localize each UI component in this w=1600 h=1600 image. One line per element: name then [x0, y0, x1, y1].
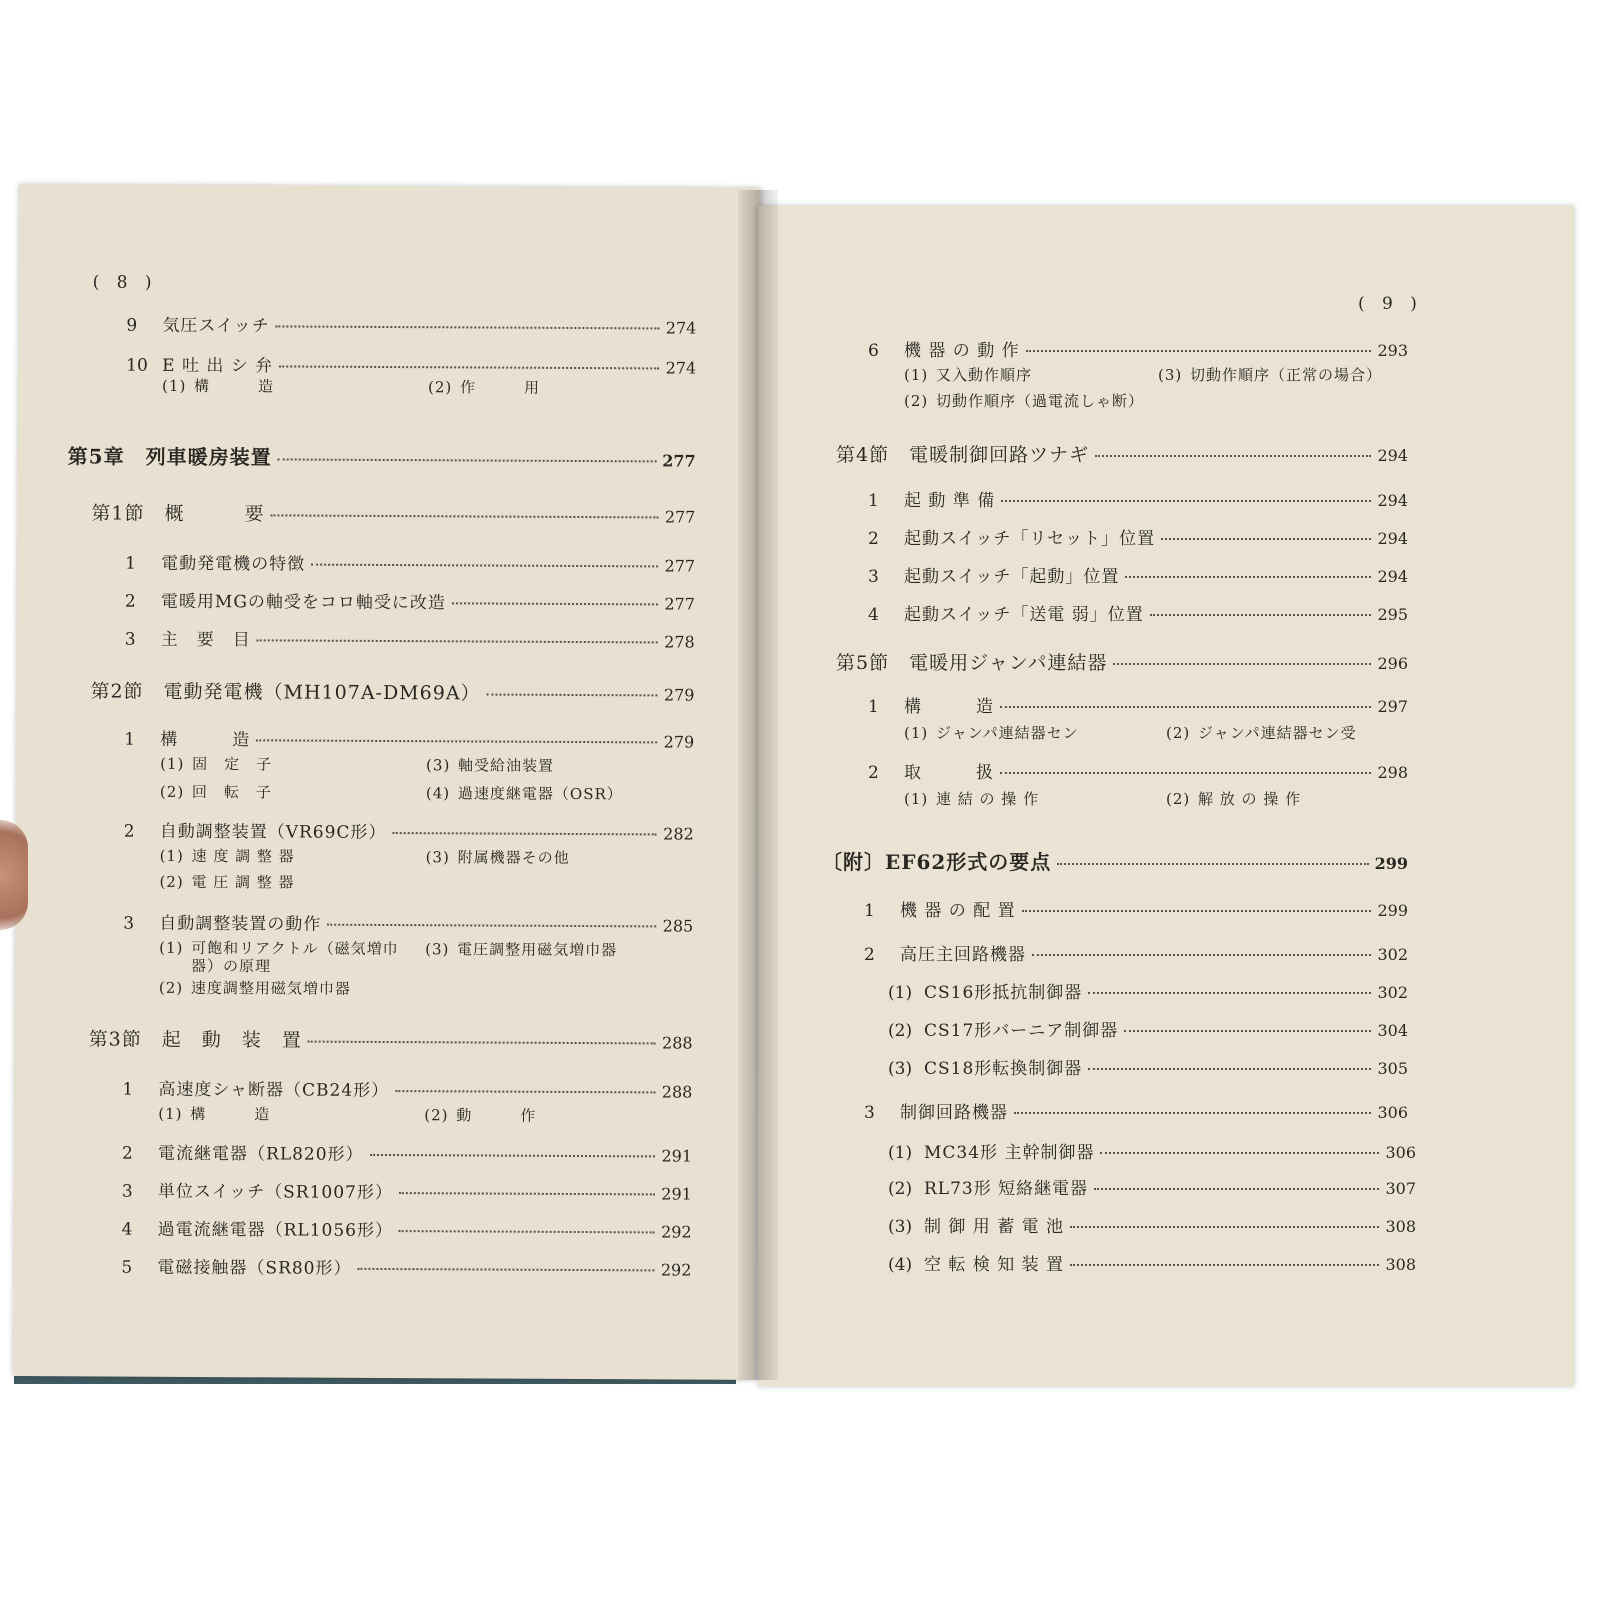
- sub-item: [1166, 722, 1357, 743]
- sub-mark: (2): [159, 872, 184, 891]
- leader-dots: [399, 1192, 655, 1195]
- sub-mark: (2): [1166, 724, 1191, 742]
- leader-dots: [278, 458, 657, 462]
- entry-page: 274: [665, 318, 697, 338]
- entry-page: 295: [1377, 605, 1408, 624]
- sub-text: 解 放 の 操 作: [1198, 790, 1302, 808]
- entry-page: 294: [1377, 529, 1408, 548]
- left-page: [13, 184, 761, 1380]
- entry-title: 制 御 用 蓄 電 池: [924, 1217, 1065, 1237]
- toc-entry: [868, 486, 1408, 511]
- toc-entry: [125, 587, 695, 615]
- finger-shadow: [0, 820, 28, 930]
- toc-entry: [888, 1138, 1416, 1163]
- leader-dots: [392, 832, 657, 835]
- entry-number: 1: [868, 491, 879, 511]
- entry-number: 3: [123, 913, 135, 934]
- entry-number: (1): [888, 1143, 913, 1163]
- entry-page: 294: [1377, 567, 1408, 586]
- toc-entry: [868, 600, 1408, 625]
- toc-entry: [888, 1016, 1408, 1041]
- page-number: ( 9 ): [1358, 294, 1423, 314]
- sub-text: 軸受給油装置: [458, 756, 555, 775]
- leader-dots: [1150, 614, 1372, 616]
- toc-entry: [121, 1253, 691, 1281]
- entry-page: 277: [662, 451, 696, 471]
- sub-mark: (4): [425, 784, 451, 803]
- entry-number: 2: [868, 529, 879, 549]
- entry-title: 起 動 準 備: [904, 491, 996, 511]
- entry-title: 電暖用MGの軸受をコロ軸受に改造: [160, 591, 446, 614]
- leader-dots: [1022, 910, 1372, 912]
- sub-item: [904, 364, 1032, 385]
- sub-text: ジャンパ連結器セン: [936, 724, 1079, 742]
- entry-title: 電磁接触器（SR80形）: [157, 1257, 352, 1279]
- section-heading: [836, 440, 1408, 467]
- leader-dots: [1113, 663, 1371, 665]
- leader-dots: [358, 1268, 655, 1272]
- leader-dots: [1100, 1152, 1379, 1154]
- entry-page: 302: [1377, 983, 1408, 1002]
- entry-title: 気圧スイッチ: [162, 315, 270, 337]
- entry-number: (3): [888, 1217, 913, 1237]
- entry-number: 6: [868, 341, 879, 361]
- sub-mark: (3): [425, 940, 450, 959]
- toc-entry: [868, 692, 1408, 717]
- entry-title: CS16形抵抗制御器: [924, 983, 1083, 1003]
- sub-text: 切動作順序（過電流しゃ断）: [936, 392, 1145, 410]
- sub-mark: (1): [159, 846, 184, 865]
- sub-mark: (1): [158, 1104, 183, 1123]
- leader-dots: [1088, 992, 1371, 994]
- sub-text: 回 転 子: [191, 782, 273, 802]
- leader-dots: [1014, 1112, 1371, 1114]
- sub-mark: (2): [159, 782, 185, 801]
- entry-page: 292: [660, 1260, 692, 1280]
- entry-number: 3: [121, 1181, 133, 1202]
- toc-entry: [122, 1075, 692, 1103]
- section-heading: [91, 498, 695, 528]
- sub-mark: (2): [158, 978, 184, 997]
- sub-text: 過速度継電器（OSR）: [457, 784, 623, 804]
- sub-text: 構 造: [194, 376, 275, 396]
- sub-text: 構 造: [190, 1104, 271, 1124]
- entry-number: 1: [864, 901, 875, 921]
- toc-entry: [864, 896, 1408, 921]
- toc-entry: [868, 336, 1408, 361]
- entry-page: 291: [661, 1184, 692, 1204]
- sub-mark: (3): [1158, 366, 1183, 384]
- entry-page: 293: [1377, 341, 1408, 360]
- sub-item: [159, 871, 294, 893]
- entry-title: 取 扱: [904, 763, 994, 783]
- leader-dots: [1000, 772, 1371, 774]
- entry-title: 構 造: [160, 729, 251, 751]
- appendix-heading: [822, 846, 1408, 875]
- entry-page: 299: [1374, 854, 1408, 873]
- sub-text: 電圧調整用磁気増巾器: [457, 940, 618, 960]
- toc-entry: [868, 524, 1408, 549]
- sub-mark: (3): [426, 756, 451, 775]
- entry-page: 282: [663, 824, 694, 844]
- toc-entry: [124, 817, 694, 845]
- entry-page: 304: [1377, 1021, 1408, 1040]
- toc-entry: [888, 1054, 1408, 1079]
- section-heading: [90, 676, 694, 706]
- sub-text: 固 定 子: [192, 754, 273, 774]
- entry-number: (2): [888, 1021, 913, 1041]
- entry-number: 4: [868, 605, 879, 625]
- sub-text: ジャンパ連結器セン受: [1198, 724, 1357, 742]
- entry-page: 277: [664, 507, 696, 527]
- sub-mark: (3): [425, 848, 450, 867]
- sub-mark: (2): [904, 392, 929, 410]
- entry-page: 278: [664, 632, 695, 652]
- entry-number: (1): [888, 983, 913, 1003]
- entry-title: 第2節 電動発電機（MH107A-DM69A）: [90, 680, 481, 705]
- entry-number: 3: [124, 629, 136, 650]
- entry-page: 291: [661, 1146, 693, 1166]
- book-gutter: [738, 190, 778, 1380]
- entry-title: RL73形 短絡継電器: [924, 1179, 1089, 1199]
- leader-dots: [308, 1041, 656, 1045]
- entry-title: 自動調整装置（VR69C形）: [159, 821, 387, 843]
- leader-dots: [327, 924, 656, 928]
- entry-title: 単位スイッチ（SR1007形）: [157, 1181, 393, 1204]
- entry-title: 機 器 の 動 作: [904, 341, 1020, 361]
- entry-page: 277: [664, 556, 696, 576]
- toc-entry: [888, 1212, 1416, 1237]
- sub-item: [160, 781, 272, 803]
- sub-item: [904, 390, 1144, 411]
- sub-item: [162, 375, 274, 397]
- entry-number: 2: [864, 945, 875, 965]
- leader-dots: [279, 365, 659, 369]
- entry-page: 294: [1377, 446, 1408, 465]
- sub-item: [904, 722, 1079, 743]
- toc-entry: [868, 758, 1408, 783]
- entry-page: 302: [1377, 945, 1408, 964]
- right-page: [758, 206, 1574, 1386]
- entry-page: 274: [665, 358, 697, 378]
- entry-title: 主 要 目: [160, 629, 251, 651]
- sub-item: [426, 754, 554, 776]
- toc-entry: [122, 1177, 692, 1205]
- entry-title: 第3節 起 動 装 置: [88, 1028, 302, 1052]
- sub-text: 速 度 調 整 器: [191, 846, 295, 866]
- toc-entry: [122, 1139, 692, 1167]
- sub-text: 作 用: [460, 378, 541, 397]
- entry-page: 294: [1377, 491, 1408, 510]
- entry-title: CS17形バーニア制御器: [924, 1021, 1119, 1041]
- entry-number: 1: [124, 729, 136, 750]
- entry-number: (2): [888, 1179, 913, 1199]
- leader-dots: [399, 1230, 655, 1233]
- entry-title: 電流継電器（RL820形）: [157, 1143, 364, 1165]
- leader-dots: [1094, 1188, 1379, 1190]
- sub-item: [904, 788, 1039, 809]
- entry-title: 起動スイッチ「送電 弱」位置: [904, 605, 1144, 625]
- entry-page: 305: [1377, 1059, 1408, 1078]
- entry-number: 1: [122, 1079, 134, 1100]
- toc-entry: [888, 1174, 1416, 1199]
- entry-page: 288: [661, 1082, 693, 1102]
- sub-text: 又入動作順序: [936, 366, 1033, 384]
- sub-text: 附属機器その他: [457, 848, 570, 867]
- entry-number: 2: [121, 1143, 133, 1164]
- entry-title: CS18形転換制御器: [924, 1059, 1083, 1079]
- page-number: ( 8 ): [92, 272, 158, 293]
- entry-page: 297: [1377, 697, 1408, 716]
- entry-page: 306: [1385, 1143, 1416, 1162]
- sub-mark: (1): [904, 724, 929, 742]
- entry-page: 308: [1385, 1217, 1416, 1236]
- leader-dots: [1032, 954, 1371, 956]
- sub-text: 可飽和リアクトル（磁気増巾: [191, 938, 399, 959]
- entry-number: 1: [125, 553, 137, 574]
- entry-title: 過電流継電器（RL1056形）: [157, 1219, 394, 1242]
- entry-title: 構 造: [904, 697, 994, 717]
- sub-item: [424, 1104, 536, 1126]
- leader-dots: [1057, 863, 1368, 865]
- sub-item: [425, 938, 617, 960]
- entry-title: 自動調整装置の動作: [159, 913, 322, 935]
- entry-page: 306: [1377, 1103, 1408, 1122]
- entry-page: 277: [664, 594, 695, 614]
- sub-item: [426, 782, 623, 804]
- leader-dots: [370, 1154, 656, 1157]
- toc-entry: [126, 311, 696, 339]
- leader-dots: [1026, 350, 1372, 352]
- entry-number: 9: [126, 315, 138, 336]
- entry-title: 起動スイッチ「リセット」位置: [904, 529, 1156, 549]
- entry-title: 高速度シャ断器（CB24形）: [158, 1079, 390, 1102]
- leader-dots: [1095, 455, 1371, 457]
- toc-entry: [124, 725, 694, 753]
- entry-number: 3: [868, 567, 879, 587]
- sub-item: [428, 376, 540, 398]
- entry-page: 298: [1377, 763, 1408, 782]
- entry-title: E 吐 出 シ 弁: [162, 355, 274, 377]
- leader-dots: [1124, 1030, 1371, 1032]
- leader-dots: [1125, 576, 1371, 578]
- sub-text: 電 圧 調 整 器: [191, 872, 295, 892]
- sub-text: 連 結 の 操 作: [936, 790, 1040, 808]
- sub-mark: (1): [904, 366, 929, 384]
- leader-dots: [1161, 538, 1371, 540]
- sub-text: 速度調整用磁気増巾器: [190, 978, 351, 998]
- sub-item: [160, 753, 272, 775]
- entry-title: 第1節 概 要: [91, 502, 265, 526]
- sub-text: 動 作: [456, 1106, 537, 1125]
- sub-mark: (2): [1166, 790, 1191, 808]
- entry-page: 296: [1377, 654, 1408, 673]
- entry-page: 279: [663, 685, 695, 705]
- entry-number: 2: [124, 591, 136, 612]
- sub-mark: (1): [159, 938, 184, 957]
- toc-entry: [864, 940, 1408, 965]
- leader-dots: [311, 564, 658, 568]
- entry-number: (4): [888, 1255, 913, 1275]
- sub-item: [159, 977, 351, 999]
- toc-entry: [122, 1215, 692, 1243]
- sub-mark: (2): [428, 378, 453, 397]
- entry-title: MC34形 主幹制御器: [924, 1143, 1095, 1163]
- entry-number: 3: [864, 1103, 875, 1123]
- sub-mark: (1): [160, 754, 185, 773]
- leader-dots: [452, 602, 658, 605]
- leader-dots: [1001, 500, 1371, 502]
- entry-number: 1: [868, 697, 879, 717]
- toc-entry: [868, 562, 1408, 587]
- sub-item: [426, 846, 570, 868]
- entry-title: 〔附〕EF62形式の要点: [822, 850, 1052, 874]
- leader-dots: [1070, 1264, 1379, 1266]
- entry-title: 第4節 電暖制御回路ツナギ: [836, 444, 1090, 466]
- entry-page: 288: [662, 1033, 693, 1053]
- leader-dots: [257, 639, 658, 643]
- toc-entry: [888, 978, 1408, 1003]
- entry-title: 起動スイッチ「起動」位置: [904, 567, 1120, 587]
- sub-item: [191, 955, 271, 976]
- leader-dots: [276, 325, 660, 329]
- sub-item: [158, 1103, 270, 1125]
- sub-item: [160, 845, 295, 867]
- leader-dots: [270, 514, 658, 518]
- entry-page: 308: [1385, 1255, 1416, 1274]
- sub-text: 切動作順序（正常の場合）: [1190, 366, 1383, 384]
- sub-mark: (1): [904, 790, 929, 808]
- toc-entry: [123, 909, 693, 937]
- sub-item: [1166, 788, 1301, 809]
- entry-title: 高圧主回路機器: [900, 945, 1026, 965]
- entry-title: 機 器 の 配 置: [900, 901, 1016, 921]
- section-heading: [89, 1024, 693, 1054]
- entry-number: 5: [121, 1257, 133, 1278]
- entry-page: 279: [663, 732, 695, 752]
- entry-title: 制御回路機器: [900, 1103, 1008, 1123]
- toc-entry: [864, 1098, 1408, 1123]
- sub-item: [1158, 364, 1382, 385]
- sub-mark: (1): [162, 376, 187, 395]
- leader-dots: [1000, 706, 1371, 708]
- toc-entry: [125, 625, 695, 653]
- entry-page: 285: [662, 916, 694, 936]
- entry-title: 空 転 検 知 装 置: [924, 1255, 1065, 1275]
- leader-dots: [1088, 1068, 1371, 1070]
- chapter-heading: [68, 440, 696, 472]
- entry-title: 第5節 電暖用ジャンパ連結器: [836, 652, 1108, 674]
- entry-title: 電動発電機の特徴: [161, 553, 306, 575]
- entry-number: 2: [868, 763, 879, 783]
- toc-entry: [888, 1250, 1416, 1275]
- section-heading: [836, 648, 1408, 675]
- entry-page: 299: [1377, 901, 1408, 920]
- entry-title: 第5章 列車暖房装置: [67, 444, 272, 470]
- entry-page: 307: [1385, 1179, 1416, 1198]
- entry-number: 4: [121, 1219, 133, 1240]
- leader-dots: [487, 694, 658, 697]
- leader-dots: [1070, 1226, 1379, 1228]
- sub-text: 器）の原理: [190, 956, 272, 976]
- sub-mark: (2): [424, 1106, 449, 1125]
- entry-number: 10: [126, 355, 148, 376]
- entry-number: 2: [123, 821, 135, 842]
- leader-dots: [395, 1090, 656, 1093]
- leader-dots: [256, 739, 657, 743]
- toc-entry: [125, 549, 695, 577]
- entry-number: (3): [888, 1059, 913, 1079]
- entry-page: 292: [661, 1222, 692, 1242]
